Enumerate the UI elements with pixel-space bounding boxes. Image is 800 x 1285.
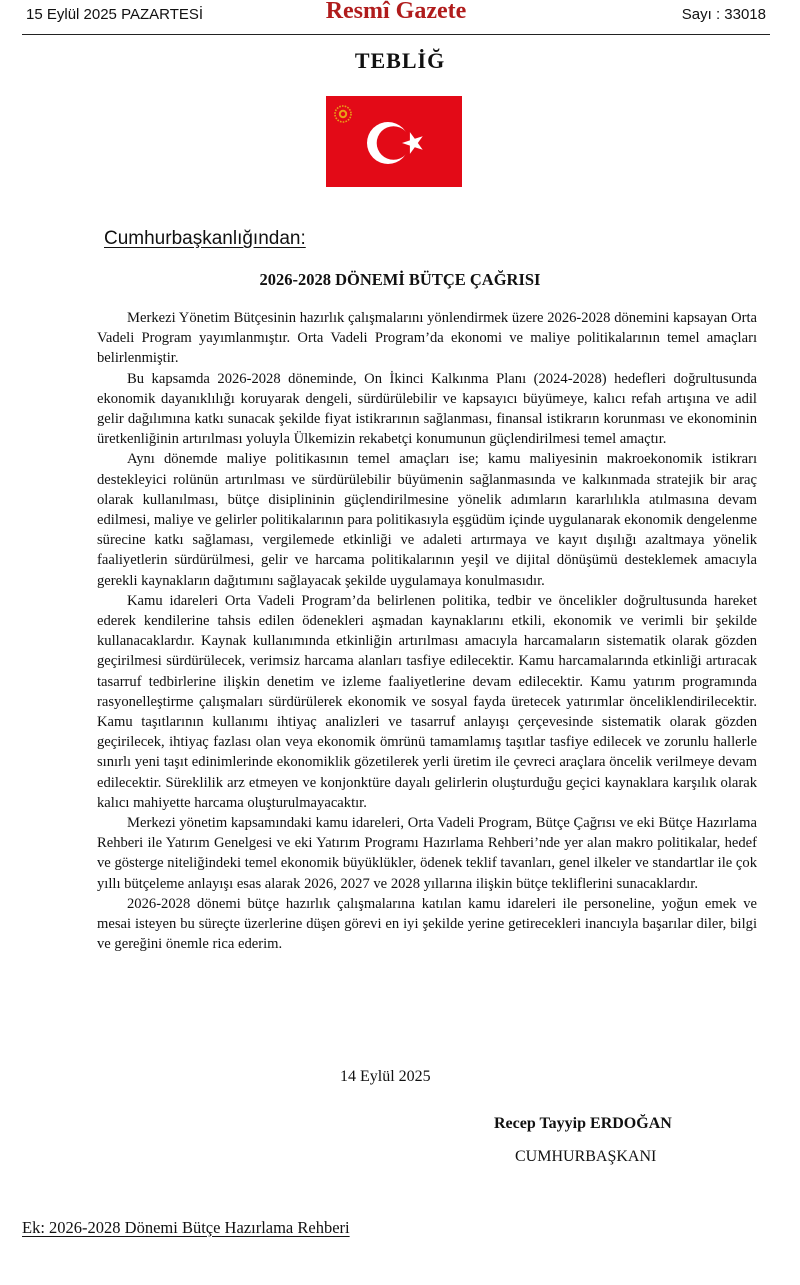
gazette-title: Resmî Gazete [325, 0, 467, 24]
document-type: TEBLİĞ [354, 48, 446, 73]
signer-title: CUMHURBAŞKANI [515, 1148, 657, 1165]
issue-number: Sayı : 33018 [681, 6, 766, 23]
signature-date: 14 Eylül 2025 [340, 1068, 431, 1085]
body-paragraph: Kamu idareleri Orta Vadeli Program’da belirlenen politika, tedbir ve öncelikler doğrultusunda hareket ederek kendilerine tahsis edilen ödenekleri aşmadan kaynaklarını etkili, ekonomik ve verimli bir şekilde kullanacaklardır. Kaynak kullanımında etkinliğin artırılması amacıyla harcamaların sistematik olarak gözden geçirilmesi sürdürülecek, verimsiz harcama alanları tasfiye edilecektir. Kamu harcamalarında etkinliği artıracak tasarruf tedbirlerine ilişkin denetim ve izleme faaliyetlerine devam edilecektir. Kamu yatırım programında rasyonelleştirme çalışmaları sürdürülerek ekonomik ve sosyal fayda üretecek yatırımlar önceliklendirilecektir. Kamu taşıtlarının kullanımı ihtiyaç analizleri ve tasarruf anlayışı çerçevesinde sistematik olarak gözden geçirilecek, ihtiyaç fazlası olan veya ekonomik ömrünü tamamlamış taşıtlar tasfiye edilecek ve zorunlu hallerle sınırlı yeni taşıt edinimlerinde ekonomiklik gözetilerek yerli üretim ile çevreci araçlara öncelik verilmeye devam edilecektir. Süreklilik arz etmeyen ve konjonktüre dayalı gelirlerin oluşturduğu geçici kaynaklara karşılık olarak kalıcı mahiyette harcama oluşturulmayacaktır. [97, 592, 757, 811]
document-headline: 2026-2028 DÖNEMİ BÜTÇE ÇAĞRISI [259, 270, 541, 289]
body-paragraph: 2026-2028 dönemi bütçe hazırlık çalışmalarına katılan kamu idareleri ile personeline, yoğun emek ve mesai isteyen bu süreçte üzerlerine düşen görevi en iyi şekilde yerine getirecekleri inancıyla başarılar diler, bilgi ve gereğini önemle rica ederim. [97, 895, 757, 953]
gazette-header [22, 0, 770, 35]
body-paragraph: Bu kapsamda 2026-2028 döneminde, On İkinci Kalkınma Planı (2024-2028) hedefleri doğrultusunda ekonomik dayanıklılığı koruyarak dengeli, sürdürülebilir ve kapsayıcı büyümeye, kalıcı refah artışına ve adil gelir dağılımına katkı sunacak şekilde fiyat istikrarının sağlanması, finansal istikrarın korunması ve ekonominin üretkenliğinin artırılması yoluyla Ülkemizin rekabetçi konumunun güçlendirilmesi temel amaçtır. [97, 370, 757, 448]
issuing-authority: Cumhurbaşkanlığından: [104, 228, 306, 249]
body-paragraph: Aynı dönemde maliye politikasının temel amaçları ise; kamu maliyesinin makroekonomik istikrarı destekleyici rolünün artırılması ve sürdürülebilir büyümenin sağlanmasında ve kalkınmada stratejik bir araç olarak kullanılması, bütçe disiplininin güçlendirilmesine yönelik adımların kararlılıkla atılmasına devam edilmesi, maliye ve gelirler politikalarının para politikasıyla eşgüdüm içinde uygulanarak ekonomik dengelenme sürecine katkı sağlaması, vergilemede etkinliği ve adaleti artırmaya ve kayıt dışılığı azaltmaya yönelik faaliyetlerin sürdürülmesi, gelir ve harcama politikalarının yeşil ve dijital dönüşümü desteklemek amacıyla gerekli kaynakların dağıtımını sağlayacak şekilde uygulamaya konulmasıdır. [97, 451, 757, 589]
annex-link[interactable]: Ek: 2026-2028 Dönemi Bütçe Hazırlama Rehberi [22, 1218, 350, 1237]
body-paragraph: Merkezi Yönetim Bütçesinin hazırlık çalışmalarını yönlendirmek üzere 2026-2028 dönemini kapsayan Orta Vadeli Program yayımlanmıştır. Orta Vadeli Program’da ekonomi ve maliye politikalarının temel amaçları belirlenmiştir. [97, 310, 757, 367]
document-body [97, 308, 757, 955]
turkish-flag-icon [326, 96, 462, 187]
signer-name: Recep Tayyip ERDOĞAN [494, 1115, 672, 1132]
publication-date: 15 Eylül 2025 PAZARTESİ [26, 6, 204, 23]
body-paragraph: Merkezi yönetim kapsamındaki kamu idareleri, Orta Vadeli Program, Bütçe Çağrısı ve eki Bütçe Hazırlama Rehberi ile Yatırım Genelgesi ve eki Yatırım Programı Hazırlama Rehberi’nde yer alan makro politikalar, hedef ve gösterge niteliğindeki temel ekonomik büyüklükler, ödenek teklif tavanları, genel ilkeler ve standartlar ile çok yıllı bütçeleme anlayışı esas alarak 2026, 2027 ve 2028 yıllarına ilişkin bütçe tekliflerini sunacaklardır. [97, 815, 757, 892]
